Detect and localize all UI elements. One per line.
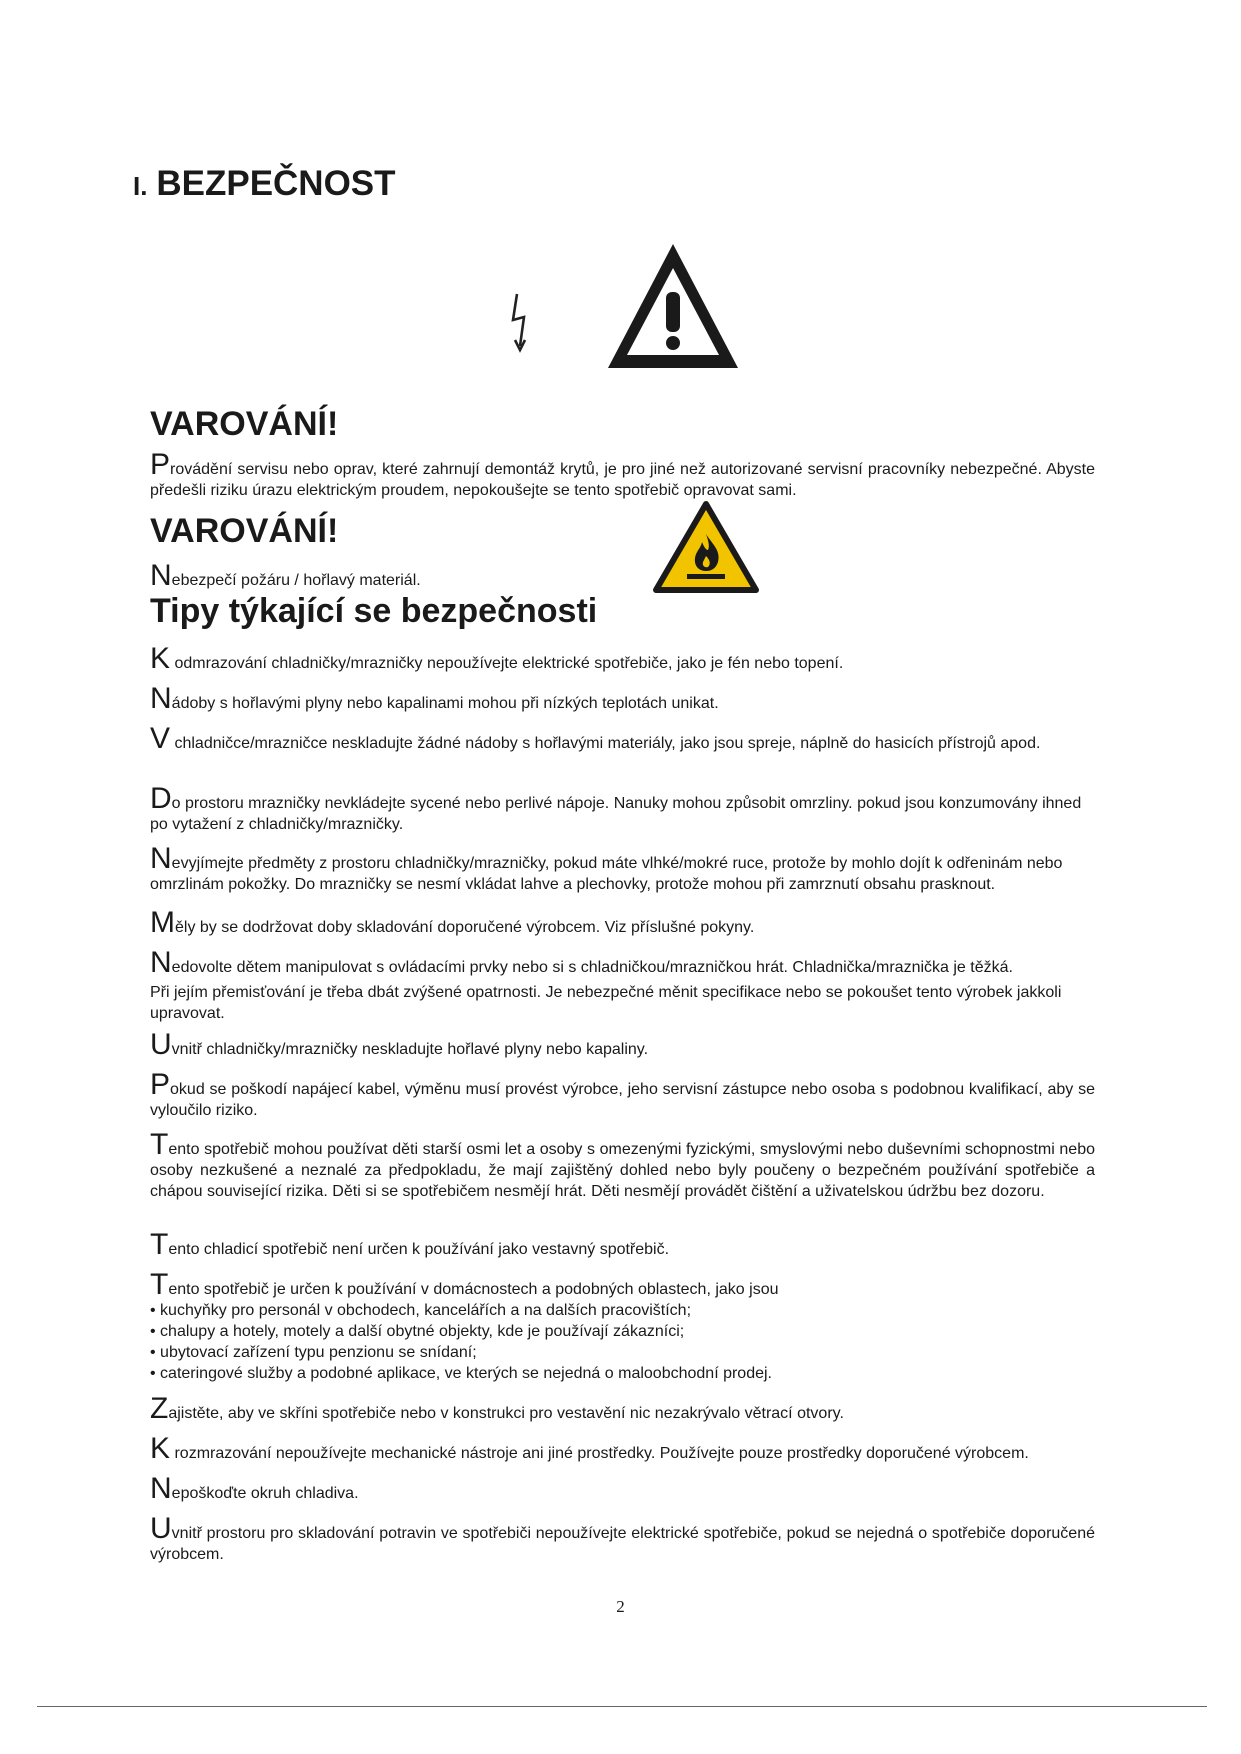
tip-item xyxy=(150,1068,1095,1121)
drop-cap: M xyxy=(150,906,175,939)
page-number: 2 xyxy=(616,1597,625,1616)
tip-text: evyjímejte předměty z prostoru chladničky/mrazničky, pokud máte vlhké/mokré ruce, protože by mohlo dojít k odřeninám nebo omrzlinám pokožky. Do mrazničky se nesmí vkládat lahve a plechovky, protože mohou při zamrznutí obsahu prasknout. xyxy=(150,855,1063,893)
bullet-item: • chalupy a hotely, motely a další obytné objekty, kde je používají zákazníci; xyxy=(150,1323,685,1340)
tip-item xyxy=(150,842,1095,895)
warning-heading-2: VAROVÁNÍ! xyxy=(150,512,339,550)
warning-text-1 xyxy=(150,448,1095,501)
tip-text: ěly by se dodržovat doby skladování doporučené výrobcem. Viz příslušné pokyny. xyxy=(175,919,755,936)
tip-text: chladničce/mrazničce neskladujte žádné nádoby s hořlavými materiály, jako jsou spreje, náplně do hasicích přístrojů apod. xyxy=(170,735,1041,752)
tip-item xyxy=(150,722,1095,755)
tip-item xyxy=(150,642,1095,675)
tip-item xyxy=(150,946,1095,1024)
drop-cap: N xyxy=(150,559,172,592)
tip-item xyxy=(150,1472,1095,1505)
tip-text: vnitř chladničky/mrazničky neskladujte hořlavé plyny nebo kapaliny. xyxy=(171,1041,649,1058)
drop-cap: T xyxy=(150,1268,169,1301)
tip-item xyxy=(150,682,1095,715)
drop-cap: N xyxy=(150,946,172,979)
warning-heading-1: VAROVÁNÍ! xyxy=(150,405,339,443)
drop-cap: Z xyxy=(150,1392,169,1425)
warning-triangle-icon xyxy=(605,240,741,372)
drop-cap: U xyxy=(150,1028,172,1061)
tip-text: odmrazování chladničky/mrazničky nepoužívejte elektrické spotřebiče, jako je fén nebo topení. xyxy=(170,655,844,672)
bullet-item: • ubytovací zařízení typu penzionu se snídaní; xyxy=(150,1344,477,1361)
tip-item xyxy=(150,1392,1095,1425)
tip-text: o prostoru mrazničky nevkládejte sycené nebo perlivé nápoje. Nanuky mohou způsobit omrzliny. pokud jsou konzumovány ihned po vytažení z chladničky/mrazničky. xyxy=(150,795,1082,833)
tip-text: okud se poškodí napájecí kabel, výměnu musí provést výrobce, jeho servisní zástupce nebo osoba s podobnou kvalifikací, aby se vyloučilo riziko. xyxy=(150,1081,1095,1119)
section-title-text: BEZPEČNOST xyxy=(156,164,396,203)
drop-cap: N xyxy=(150,1472,172,1505)
drop-cap: T xyxy=(150,1128,169,1161)
tip-text-continued: Při jejím přemisťování je třeba dbát zvýšené opatrnosti. Je nebezpečné měnit specifikace nebo se pokoušet tento výrobek jakkoli upravovat. xyxy=(150,984,1062,1022)
drop-cap: U xyxy=(150,1512,172,1545)
drop-cap: P xyxy=(150,448,171,481)
warning-text-2 xyxy=(150,559,1095,592)
bullet-list xyxy=(150,1300,1095,1384)
drop-cap: D xyxy=(150,782,172,815)
tip-text: ento spotřebič je určen k používání v domácnostech a podobných oblastech, jako jsou xyxy=(168,1281,779,1298)
tip-text: ádoby s hořlavými plyny nebo kapalinami mohou při nízkých teplotách unikat. xyxy=(171,695,719,712)
tip-item xyxy=(150,906,1095,939)
flammable-warning-icon xyxy=(652,500,760,595)
tip-item xyxy=(150,1512,1095,1565)
lightning-bolt-icon xyxy=(507,292,531,354)
tip-text: ento chladicí spotřebič není určen k používání jako vestavný spotřebič. xyxy=(168,1241,670,1258)
tip-item xyxy=(150,1228,1095,1261)
tip-text: ento spotřebič mohou používat děti starší osmi let a osoby s omezenými fyzickými, smyslovými nebo duševními schopnostmi nebo osoby nezkušené a neznalé za předpokladu, že mají zajištěný dohled nebo byly poučeny o bezpečném používání spotřebiče a chápou související rizika. Děti si se spotřebičem nesmějí hrát. Děti nesmějí provádět čištění a uživatelskou údržbu bez dozoru. xyxy=(150,1141,1095,1200)
warning-text-2-body: ebezpečí požáru / hořlavý materiál. xyxy=(171,572,421,589)
tip-item xyxy=(150,1028,1095,1061)
drop-cap: K xyxy=(150,642,171,675)
tip-item xyxy=(150,1128,1095,1202)
tips-heading: Tipy týkající se bezpečnosti xyxy=(150,592,598,630)
tip-text: epoškoďte okruh chladiva. xyxy=(171,1485,359,1502)
tip-item xyxy=(150,1432,1095,1465)
tip-text: ajistěte, aby ve skříni spotřebiče nebo v konstrukci pro vestavění nic nezakrývalo větrací otvory. xyxy=(168,1405,844,1422)
section-number: I. xyxy=(133,171,148,201)
bullet-item: • cateringové služby a podobné aplikace, ve kterých se nejedná o maloobchodní prodej. xyxy=(150,1365,772,1382)
drop-cap: N xyxy=(150,842,172,875)
drop-cap: P xyxy=(150,1068,171,1101)
tip-text: rozmrazování nepoužívejte mechanické nástroje ani jiné prostředky. Používejte pouze prostředky doporučené výrobcem. xyxy=(170,1445,1029,1462)
warning-text-1-body: rovádění servisu nebo oprav, které zahrnují demontáž krytů, je pro jiné než autorizované servisní pracovníky nebezpečné. Abyste předešli riziku úrazu elektrickým proudem, nepokoušejte se tento spotřebič opravovat sami. xyxy=(150,461,1095,499)
tip-item xyxy=(150,782,1095,835)
drop-cap: T xyxy=(150,1228,169,1261)
bottom-divider xyxy=(37,1706,1207,1707)
drop-cap: N xyxy=(150,682,172,715)
tip-text: vnitř prostoru pro skladování potravin ve spotřebiči nepoužívejte elektrické spotřebiče, pokud se nejedná o spotřebiče doporučené výrobcem. xyxy=(150,1525,1095,1563)
tip-item xyxy=(150,1268,1095,1384)
section-title xyxy=(133,164,396,204)
drop-cap: K xyxy=(150,1432,171,1465)
drop-cap: V xyxy=(150,722,171,755)
tip-text: edovolte dětem manipulovat s ovládacími prvky nebo si s chladničkou/mrazničkou hrát. Chladnička/mraznička je těžká. xyxy=(171,959,1013,976)
bullet-item: • kuchyňky pro personál v obchodech, kancelářích a na dalších pracovištích; xyxy=(150,1302,692,1319)
